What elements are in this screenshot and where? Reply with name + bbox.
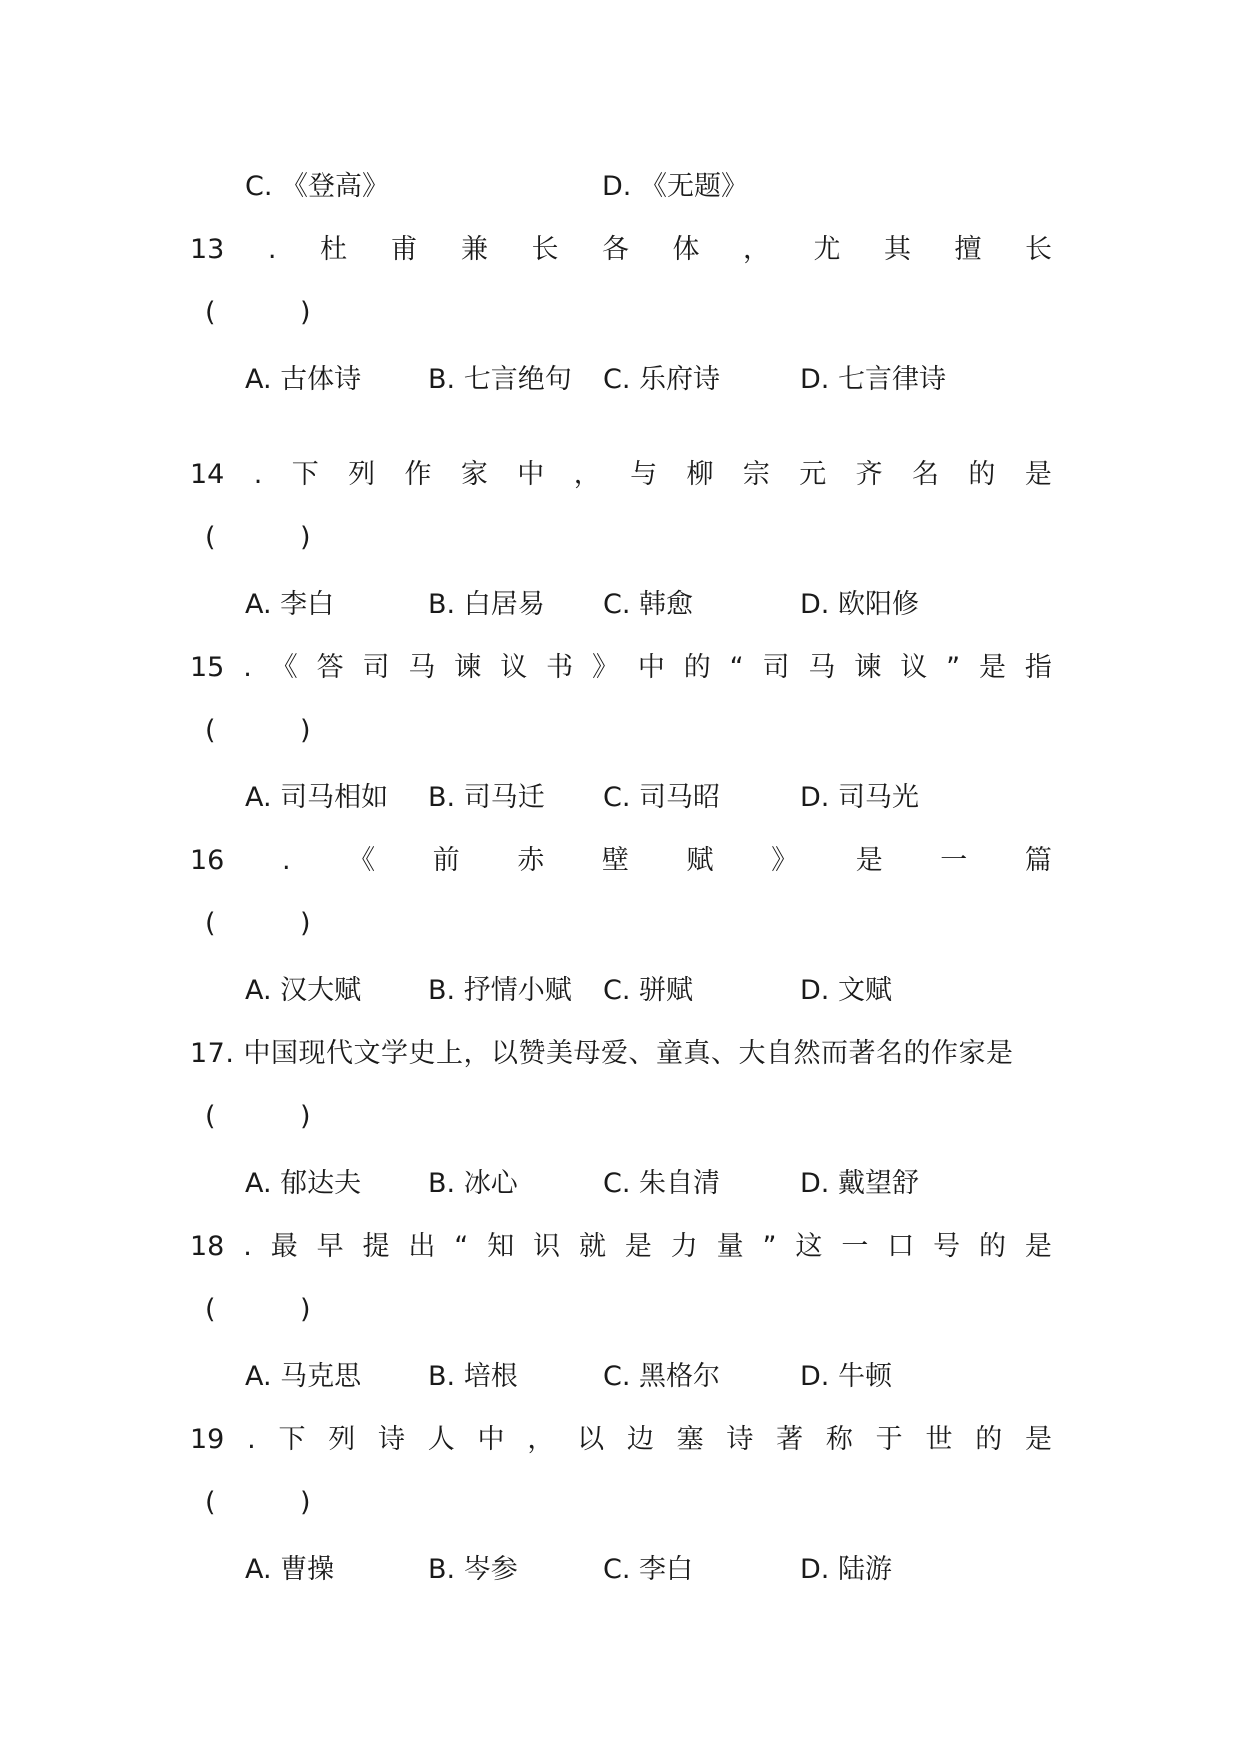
answer-blank	[205, 711, 311, 751]
stem-char: 赤	[517, 845, 545, 876]
option-a	[245, 1550, 334, 1590]
stem-char: 知	[487, 1231, 515, 1262]
stem-char: 于	[875, 1424, 903, 1455]
option-letter: D.	[800, 1168, 830, 1199]
paren-close: )	[300, 522, 311, 553]
stem-char: .	[267, 234, 277, 265]
question-stem-text	[190, 1227, 1052, 1267]
stem-char: 的	[968, 459, 996, 490]
option-letter: C.	[603, 1361, 631, 1392]
option-letter: C.	[603, 782, 631, 813]
paren-open: (	[205, 1101, 216, 1132]
stem-char: 齐	[855, 459, 883, 490]
stem-char: 识	[533, 1231, 561, 1262]
option-letter: B.	[428, 364, 456, 395]
answer-blank-row	[0, 1483, 1241, 1523]
option-text: 《登高》	[281, 171, 390, 202]
answer-blank	[205, 293, 311, 333]
option-text: 朱自清	[639, 1168, 721, 1199]
option-text: 白居易	[463, 589, 545, 620]
answer-blank	[205, 1483, 311, 1523]
stem-char: 量	[716, 1231, 744, 1262]
stem-char: 这	[795, 1231, 823, 1262]
option-letter: A.	[245, 782, 272, 813]
option-letter: C.	[603, 589, 631, 620]
stem-char: 口	[887, 1231, 915, 1262]
stem-char: ”	[762, 1231, 777, 1262]
stem-char: 的	[978, 1231, 1006, 1262]
option-text: 文赋	[837, 975, 892, 1006]
stem-char: 是	[1024, 1424, 1052, 1455]
option-text: 李白	[280, 589, 335, 620]
stem-char: 》	[591, 652, 619, 683]
stem-char: 是	[624, 1231, 652, 1262]
option-text: 郁达夫	[280, 1168, 362, 1199]
stem-char: 体	[672, 234, 700, 265]
option-b	[428, 360, 572, 400]
stem-char: 名	[912, 459, 940, 490]
paren-close: )	[300, 1101, 311, 1132]
option-text: 欧阳修	[837, 589, 919, 620]
stem-char: 提	[362, 1231, 390, 1262]
stem-char: 诗	[378, 1424, 406, 1455]
option-a	[245, 1164, 361, 1204]
option-letter: C.	[603, 975, 631, 1006]
stem-char: 是	[1024, 1231, 1052, 1262]
stem-char: 列	[348, 459, 376, 490]
option-c	[603, 360, 720, 400]
stem-char: 中	[517, 459, 545, 490]
option-text: 韩愈	[639, 589, 694, 620]
answer-blank-row	[0, 1290, 1241, 1330]
question-17-stem	[0, 1034, 1241, 1074]
stem-char: 指	[1024, 652, 1052, 683]
options-row	[0, 1164, 1241, 1204]
paren-open: (	[205, 522, 216, 553]
stem-char: 其	[883, 234, 911, 265]
stem-char: 尤	[813, 234, 841, 265]
answer-blank	[205, 1097, 311, 1137]
paren-open: (	[205, 1487, 216, 1518]
option-a	[245, 778, 388, 818]
stem-char: 称	[825, 1424, 853, 1455]
option-letter: A.	[245, 1361, 272, 1392]
question-stem-text: 17. 中国现代文学史上，以赞美母爱、童真、大自然而著名的作家是	[190, 1038, 1014, 1069]
option-d	[800, 1164, 919, 1204]
question-number: 19	[190, 1424, 225, 1455]
stem-char: 司	[362, 652, 390, 683]
stem-char: 中	[637, 652, 665, 683]
stem-char: .	[253, 459, 263, 490]
option-text: 司马相如	[280, 782, 389, 813]
stem-char: 长	[531, 234, 559, 265]
question-19-stem	[0, 1420, 1241, 1460]
stem-char: 马	[808, 652, 836, 683]
option-text: 七言律诗	[837, 364, 946, 395]
option-letter: A.	[245, 1554, 272, 1585]
stem-char: 号	[933, 1231, 961, 1262]
stem-char: 答	[316, 652, 344, 683]
stem-char: 的	[683, 652, 711, 683]
stem-char: 中	[477, 1424, 505, 1455]
stem-char: 的	[975, 1424, 1003, 1455]
stem-char: 早	[316, 1231, 344, 1262]
stem-char: 是	[978, 652, 1006, 683]
options-row	[0, 778, 1241, 818]
question-number: 13	[190, 234, 225, 265]
stem-char: 是	[1024, 459, 1052, 490]
option-text: 黑格尔	[639, 1361, 721, 1392]
question-18-stem	[0, 1227, 1241, 1267]
option-text: 七言绝句	[463, 364, 572, 395]
stem-char: 下	[278, 1424, 306, 1455]
question-stem-text	[190, 1420, 1052, 1460]
stem-char: 议	[500, 652, 528, 683]
stem-char: 是	[855, 845, 883, 876]
stem-char: 《	[270, 652, 298, 683]
option-letter: B.	[428, 1168, 456, 1199]
stem-char: 长	[1024, 234, 1052, 265]
stem-char: 赋	[686, 845, 714, 876]
stem-char: 书	[546, 652, 574, 683]
option-letter: A.	[245, 589, 272, 620]
paren-close: )	[300, 1487, 311, 1518]
option-text: 司马光	[837, 782, 919, 813]
option-b	[428, 1357, 518, 1397]
paren-close: )	[300, 715, 311, 746]
option-text: 司马迁	[463, 782, 545, 813]
stem-char: 甫	[390, 234, 418, 265]
options-row	[0, 1550, 1241, 1590]
option-text: 乐府诗	[639, 364, 721, 395]
paren-open: (	[205, 908, 216, 939]
paren-open: (	[205, 297, 216, 328]
stem-char: 司	[762, 652, 790, 683]
option-d	[800, 778, 919, 818]
option-c	[603, 1550, 693, 1590]
answer-blank	[205, 904, 311, 944]
stem-char: 一	[841, 1231, 869, 1262]
stem-char: 谏	[854, 652, 882, 683]
option-a	[245, 360, 361, 400]
stem-char: 杜	[319, 234, 347, 265]
stem-char: 诗	[726, 1424, 754, 1455]
option-text: 司马昭	[639, 782, 721, 813]
stem-char: 最	[270, 1231, 298, 1262]
stem-char: 《	[348, 845, 376, 876]
option-d	[800, 1357, 892, 1397]
option-d	[602, 167, 748, 207]
stem-char: 谏	[454, 652, 482, 683]
question-14-stem	[0, 455, 1241, 495]
option-a	[245, 585, 334, 625]
stem-char: 力	[670, 1231, 698, 1262]
question-number: 14	[190, 459, 225, 490]
option-c	[245, 167, 389, 207]
prev-options-row	[0, 167, 1241, 207]
stem-char: 以	[577, 1424, 605, 1455]
option-text: 骈赋	[639, 975, 694, 1006]
stem-char: 塞	[676, 1424, 704, 1455]
option-letter: A.	[245, 364, 272, 395]
stem-char: 与	[630, 459, 658, 490]
stem-char: .	[243, 652, 252, 683]
option-letter: D.	[800, 975, 830, 1006]
option-letter: C.	[603, 1168, 631, 1199]
answer-blank	[205, 518, 311, 558]
stem-char: 》	[771, 845, 799, 876]
option-letter: D.	[800, 782, 830, 813]
option-letter: D.	[800, 589, 830, 620]
question-stem-text	[190, 841, 1052, 881]
answer-blank-row	[0, 1097, 1241, 1137]
option-text: 戴望舒	[837, 1168, 919, 1199]
stem-char: 人	[427, 1424, 455, 1455]
options-row	[0, 360, 1241, 400]
answer-blank	[205, 1290, 311, 1330]
option-c	[603, 971, 693, 1011]
stem-char: 兼	[460, 234, 488, 265]
option-text: 古体诗	[280, 364, 362, 395]
option-d	[800, 1550, 892, 1590]
paren-close: )	[300, 1294, 311, 1325]
option-d	[800, 971, 892, 1011]
question-15-stem	[0, 648, 1241, 688]
option-letter: D.	[800, 1554, 830, 1585]
answer-blank-row	[0, 711, 1241, 751]
stem-char: 前	[432, 845, 460, 876]
stem-char: 家	[460, 459, 488, 490]
option-letter: B.	[428, 975, 456, 1006]
answer-blank-row	[0, 518, 1241, 558]
option-letter: C.	[603, 1554, 631, 1585]
answer-blank-row	[0, 904, 1241, 944]
stem-char: ”	[946, 652, 961, 683]
stem-char: 列	[328, 1424, 356, 1455]
option-b	[428, 1550, 518, 1590]
question-number: 15	[190, 652, 225, 683]
stem-char: 下	[291, 459, 319, 490]
stem-char: .	[281, 845, 291, 876]
stem-char: 就	[578, 1231, 606, 1262]
option-letter: C.	[603, 364, 631, 395]
stem-char: 元	[799, 459, 827, 490]
option-letter: D.	[800, 1361, 830, 1392]
option-letter: C.	[245, 171, 273, 202]
options-row	[0, 585, 1241, 625]
option-text: 李白	[639, 1554, 694, 1585]
question-stem-text	[190, 455, 1052, 495]
option-text: 《无题》	[639, 171, 748, 202]
stem-char: 议	[900, 652, 928, 683]
option-c	[603, 778, 720, 818]
stem-char: 作	[404, 459, 432, 490]
question-stem-text	[190, 230, 1052, 270]
option-letter: B.	[428, 782, 456, 813]
option-letter: B.	[428, 589, 456, 620]
option-text: 培根	[463, 1361, 518, 1392]
stem-char: ，	[527, 1424, 555, 1455]
stem-char: 一	[940, 845, 968, 876]
question-13-stem	[0, 230, 1241, 270]
paren-close: )	[300, 297, 311, 328]
question-stem-text	[190, 648, 1052, 688]
option-a	[245, 1357, 361, 1397]
stem-char: 各	[601, 234, 629, 265]
stem-char: 边	[626, 1424, 654, 1455]
stem-char: “	[729, 652, 744, 683]
option-text: 冰心	[463, 1168, 518, 1199]
option-c	[603, 1357, 720, 1397]
paren-open: (	[205, 715, 216, 746]
stem-char: 马	[408, 652, 436, 683]
option-b	[428, 1164, 518, 1204]
paren-close: )	[300, 908, 311, 939]
option-text: 抒情小赋	[463, 975, 572, 1006]
stem-char: 世	[925, 1424, 953, 1455]
answer-blank-row	[0, 293, 1241, 333]
paren-open: (	[205, 1294, 216, 1325]
stem-char: “	[454, 1231, 469, 1262]
options-row	[0, 1357, 1241, 1397]
question-16-stem	[0, 841, 1241, 881]
option-b	[428, 971, 572, 1011]
option-text: 牛顿	[837, 1361, 892, 1392]
option-b	[428, 778, 545, 818]
option-text: 岑参	[463, 1554, 518, 1585]
option-letter: D.	[800, 364, 830, 395]
option-text: 陆游	[837, 1554, 892, 1585]
option-a	[245, 971, 361, 1011]
option-letter: A.	[245, 975, 272, 1006]
stem-char: 宗	[742, 459, 770, 490]
option-letter: A.	[245, 1168, 272, 1199]
stem-char: 篇	[1024, 845, 1052, 876]
stem-char: .	[247, 1424, 256, 1455]
stem-char: ，	[742, 234, 770, 265]
option-letter: B.	[428, 1554, 456, 1585]
options-row	[0, 971, 1241, 1011]
stem-char: 壁	[601, 845, 629, 876]
option-d	[800, 360, 946, 400]
option-b	[428, 585, 545, 625]
option-letter: D.	[602, 171, 632, 202]
option-c	[603, 1164, 720, 1204]
option-d	[800, 585, 919, 625]
option-text: 曹操	[280, 1554, 335, 1585]
option-text: 汉大赋	[280, 975, 362, 1006]
stem-char: .	[243, 1231, 252, 1262]
stem-char: 擅	[954, 234, 982, 265]
stem-char: 出	[408, 1231, 436, 1262]
option-text: 马克思	[280, 1361, 362, 1392]
stem-char: 著	[776, 1424, 804, 1455]
question-number: 18	[190, 1231, 225, 1262]
question-number: 16	[190, 845, 225, 876]
stem-char: 柳	[686, 459, 714, 490]
option-c	[603, 585, 693, 625]
option-letter: B.	[428, 1361, 456, 1392]
stem-char: ，	[573, 459, 601, 490]
